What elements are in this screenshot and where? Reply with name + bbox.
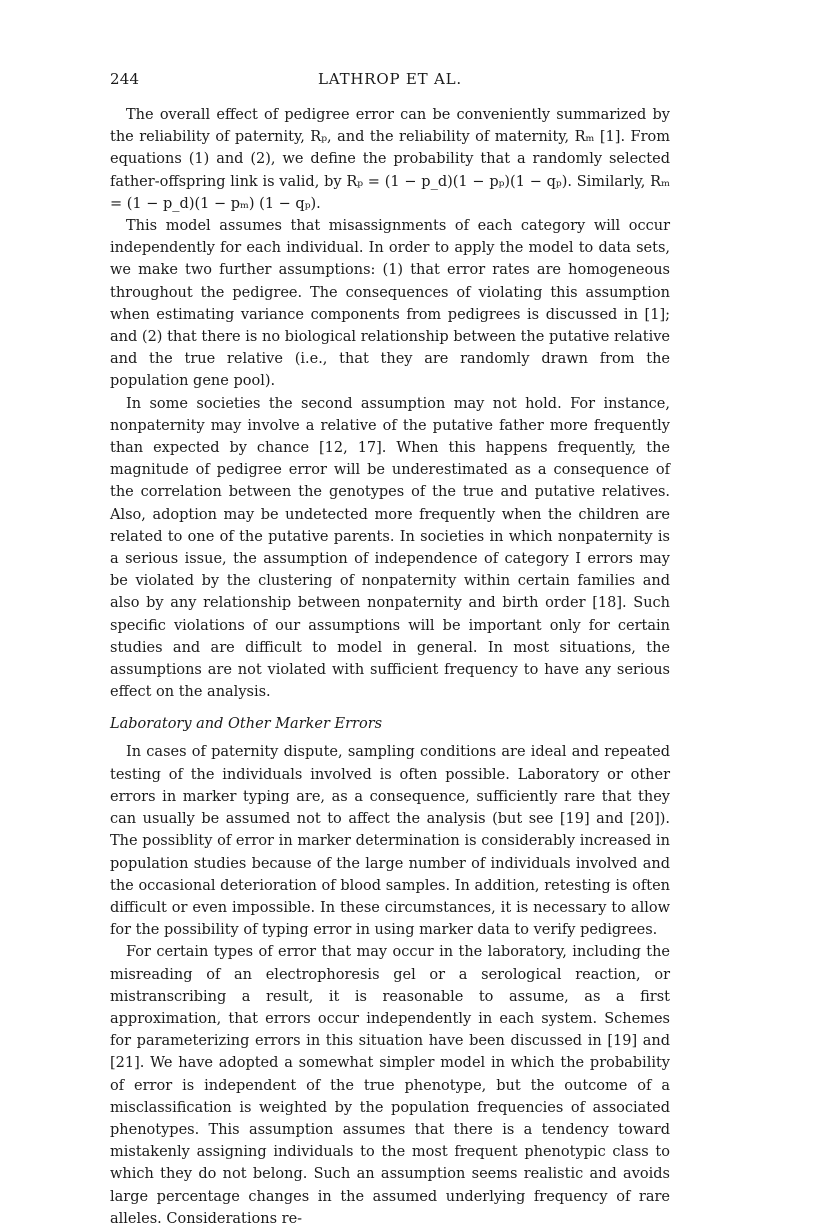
body-text [110,104,670,1230]
running-head: LATHROP ET AL. [318,70,462,88]
page-number: 244 [110,70,140,88]
paragraph-reliability: The overall effect of pedigree error can be conveniently summarized by the reliability of paternity, Rₚ, and the reliability of maternity, Rₘ [1]. From equations (1) and (2), we define the probability that a randomly selected father-offspring link is valid, by Rₚ = (1 − p_d)(1 − pₚ)(1 − qₚ). Similarly, Rₘ = (1 − p_d)(1 − pₘ) (1 − qₚ). [110,107,670,212]
journal-page [110,70,670,1230]
paragraph-nonpaternity: In some societies the second assumption may not hold. For instance, nonpaternity may involve a relative of the putative father more frequently than expected by chance [12, 17]. When this happens frequently, the magnitude of pedigree error will be underestimated as a consequence of the correlation between the genotypes of the true and putative relatives. Also, adoption may be undetected more frequently when the children are related to one of the putative parents. In societies in which nonpaternity is a serious issue, the assumption of independence of category I errors may be violated by the clustering of nonpaternity within certain families and also by any relationship between nonpaternity and birth order [18]. Such specific violations of our assumptions will be important only for certain studies and are difficult to model in general. In most situations, the assumptions are not violated with sufficient frequency to have any serious effect on the analysis. [110,395,670,701]
paragraph-model-assumptions: This model assumes that misassignments of each category will occur independently for each individual. In order to apply the model to data sets, we make two further assumptions: (1) that error rates are homogeneous throughout the pedigree. The consequences of violating this assumption when estimating variance components from pedigrees is discussed in [1]; and (2) that there is no biological relationship between the putative relative and the true relative (i.e., that they are randomly drawn from the population gene pool). [110,218,670,390]
section-heading: Laboratory and Other Marker Errors [110,716,383,733]
paragraph-laboratory-errors: For certain types of error that may occur in the laboratory, including the misreading of an electrophoresis gel or a serological reaction, or mistranscribing a result, it is reasonable to assume, as a first approximation, that errors occur independently in each system. Schemes for parameterizing errors in this situation have been discussed in [19] and [21]. We have adopted a somewhat simpler model in which the probability of error is independent of the true phenotype, but the outcome of a misclassification is weighted by the population frequencies of associated phenotypes. This assumption assumes that there is a tendency toward mistakenly assigning individuals to the most frequent phenotypic class to which they do not belong. Such an assumption seems realistic and avoids large percentage changes in the assumed underlying frequency of rare alleles. Considerations re- [110,944,670,1227]
page-header [110,70,670,96]
paragraph-paternity-dispute: In cases of paternity dispute, sampling conditions are ideal and repeated testing of the individuals involved is often possible. Laboratory or other errors in marker typing are, as a consequence, sufficiently rare that they can usually be assumed not to affect the analysis (but see [19] and [20]). The possiblity of error in marker determination is considerably increased in population studies because of the large number of individuals involved and the occasional deterioration of blood samples. In addition, retesting is often difficult or even impossible. In these circumstances, it is necessary to allow for the possibility of typing error in using marker data to verify pedigrees. [110,744,670,939]
